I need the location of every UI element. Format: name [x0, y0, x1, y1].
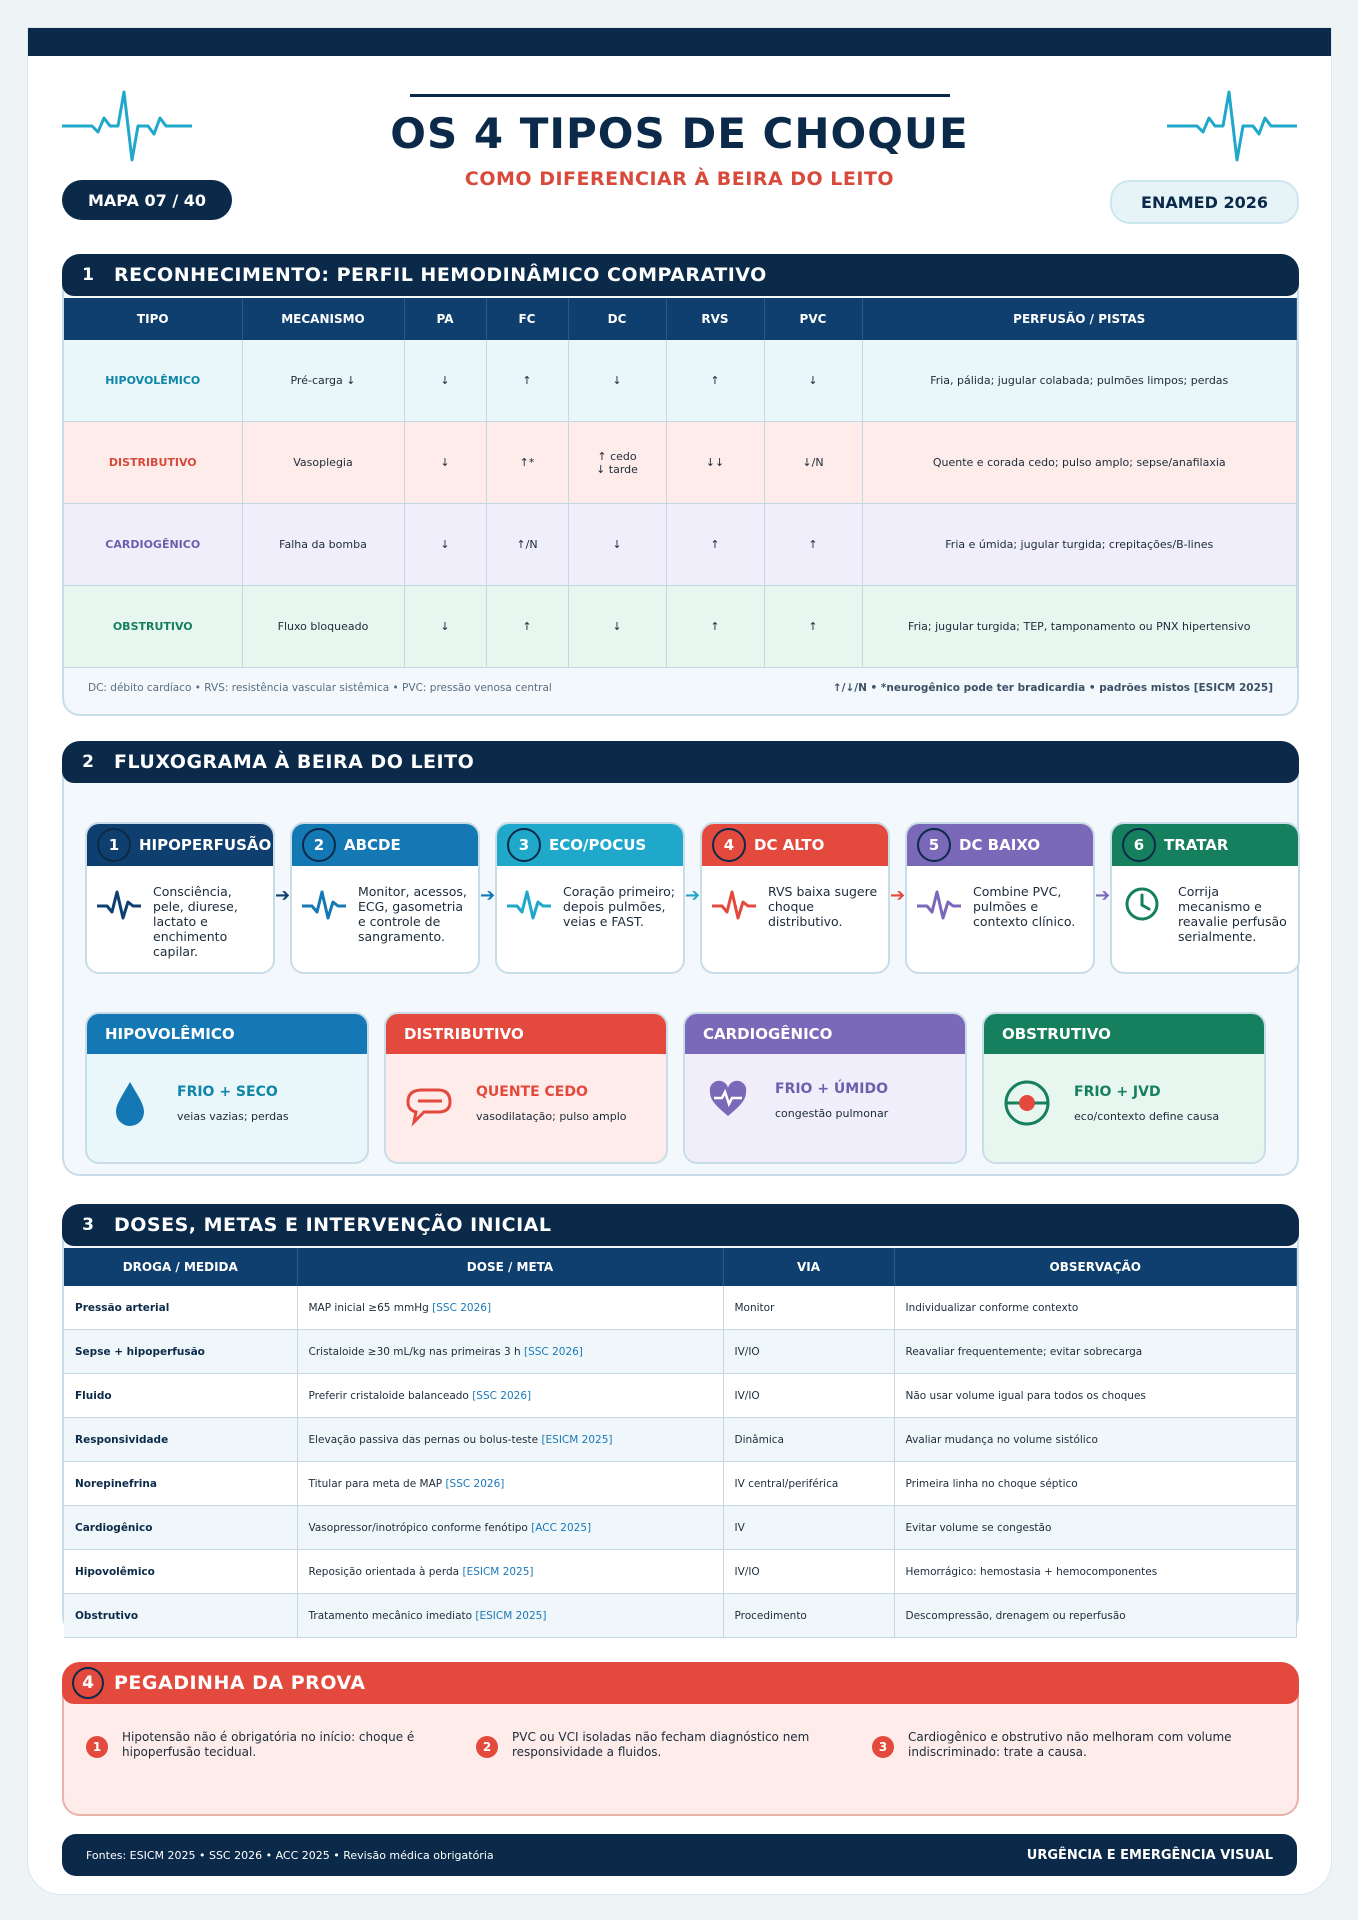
perfusion-cell: Fria, pálida; jugular colabada; pulmões limpos; perdas: [862, 340, 1297, 422]
drug-cell: Hipovolêmico: [64, 1550, 297, 1594]
column-header: VIA: [723, 1248, 894, 1286]
dose-cell: [297, 1330, 723, 1374]
flow-step-treat: [1110, 822, 1300, 974]
reference: [ACC 2025]: [531, 1521, 592, 1534]
card-title: DISTRIBUTIVO: [386, 1014, 666, 1054]
dc-cell: ↓: [568, 504, 666, 586]
blocked-icon: [1002, 1078, 1052, 1128]
step-label: DC BAIXO: [959, 836, 1041, 854]
ekg-icon: [97, 884, 141, 924]
step-text: Consciência, pele, diurese, lactato e enchimento capilar.: [153, 884, 238, 959]
step-text: Monitor, acessos, ECG, gasometria e controle de sangramento.: [358, 884, 467, 944]
card-main: QUENTE CEDO: [476, 1083, 588, 1100]
step-number: 2: [302, 828, 336, 862]
dc-cell: ↓: [568, 586, 666, 668]
pa-cell: ↓: [404, 586, 486, 668]
dose-cell: [297, 1594, 723, 1638]
card-main: FRIO + ÚMIDO: [775, 1080, 888, 1097]
flow-arrow-icon: ➔: [275, 885, 291, 906]
step-number: 5: [917, 828, 951, 862]
doses-table: [64, 1248, 1297, 1638]
route-cell: IV: [723, 1506, 894, 1550]
ekg-icon: [507, 884, 551, 924]
table-row: [64, 1374, 1297, 1418]
column-header: TIPO: [64, 298, 242, 340]
card-sub: vasodilatação; pulso amplo: [476, 1109, 627, 1123]
card-sub: eco/contexto define causa: [1074, 1109, 1220, 1123]
reference: [SSC 2026]: [472, 1389, 532, 1402]
route-cell: IV/IO: [723, 1374, 894, 1418]
step-label: DC ALTO: [754, 836, 825, 854]
footer-bar: [62, 1834, 1297, 1876]
step-text: RVS baixa sugere choque distributivo.: [768, 884, 878, 929]
pitfall-item: [476, 1730, 846, 1760]
flow-step-high-output: [700, 822, 890, 974]
pitfall-item: [86, 1730, 416, 1760]
table-row: [64, 1462, 1297, 1506]
shock-type: DISTRIBUTIVO: [64, 422, 242, 504]
drug-cell: Obstrutivo: [64, 1594, 297, 1638]
pitfall-item: [872, 1730, 1242, 1760]
table-row: [64, 1330, 1297, 1374]
shock-type: CARDIOGÊNICO: [64, 504, 242, 586]
perfusion-cell: Fria; jugular turgida; TEP, tamponamento ou PNX hipertensivo: [862, 586, 1297, 668]
profile-card-obstructive: [982, 1012, 1266, 1164]
dose-text: Tratamento mecânico imediato: [308, 1609, 476, 1622]
profile-card-distributive: [384, 1012, 668, 1164]
column-header: PA: [404, 298, 486, 340]
title-rule: [410, 94, 950, 97]
route-cell: Monitor: [723, 1286, 894, 1330]
drug-cell: Norepinefrina: [64, 1462, 297, 1506]
pvc-cell: ↓: [764, 340, 862, 422]
card-sub: veias vazias; perdas: [177, 1109, 289, 1123]
table-footnote-right: ↑/↓/N • *neurogênico pode ter bradicardia • padrões mistos [ESICM 2025]: [832, 682, 1273, 694]
hemodynamic-table: [64, 298, 1297, 668]
card-title: CARDIOGÊNICO: [685, 1014, 965, 1054]
column-header: DC: [568, 298, 666, 340]
pa-cell: ↓: [404, 504, 486, 586]
dose-cell: [297, 1418, 723, 1462]
section-hemodynamic-profile: [62, 254, 1299, 716]
profile-card-cardiogenic: [683, 1012, 967, 1164]
table-row: [64, 586, 1297, 668]
note-cell: Evitar volume se congestão: [894, 1506, 1297, 1550]
footer-sources: Fontes: ESICM 2025 • SSC 2026 • ACC 2025 • Revisão médica obrigatória: [86, 1848, 494, 1862]
dc-early: ↑ cedo: [597, 449, 637, 463]
note-cell: Descompressão, drenagem ou reperfusão: [894, 1594, 1297, 1638]
drug-cell: Cardiogênico: [64, 1506, 297, 1550]
column-header: PVC: [764, 298, 862, 340]
section-number: 4: [72, 1667, 104, 1699]
note-cell: Individualizar conforme contexto: [894, 1286, 1297, 1330]
fc-cell: ↑*: [486, 422, 568, 504]
flow-arrow-icon: ➔: [480, 885, 496, 906]
ekg-icon: [302, 884, 346, 924]
card-title: OBSTRUTIVO: [984, 1014, 1264, 1054]
dose-text: Vasopressor/inotrópico conforme fenótipo: [308, 1521, 532, 1534]
table-footnote-left: DC: débito cardíaco • RVS: resistência vascular sistêmica • PVC: pressão venosa central: [88, 682, 552, 694]
card-main: FRIO + SECO: [177, 1083, 278, 1100]
pitfall-number: 3: [872, 1736, 894, 1758]
pitfall-number: 2: [476, 1736, 498, 1758]
note-cell: Não usar volume igual para todos os choques: [894, 1374, 1297, 1418]
column-header: FC: [486, 298, 568, 340]
fc-cell: ↑/N: [486, 504, 568, 586]
table-row: [64, 1286, 1297, 1330]
drug-cell: Pressão arterial: [64, 1286, 297, 1330]
shock-type: HIPOVOLÊMICO: [64, 340, 242, 422]
section-title: FLUXOGRAMA À BEIRA DO LEITO: [114, 751, 475, 773]
flow-step-pocus: [495, 822, 685, 974]
pitfall-text: PVC ou VCI isoladas não fecham diagnóstico nem responsividade a fluidos.: [512, 1730, 810, 1759]
mechanism-cell: Fluxo bloqueado: [242, 586, 404, 668]
footer-brand: URGÊNCIA E EMERGÊNCIA VISUAL: [1026, 1847, 1273, 1863]
column-header: OBSERVAÇÃO: [894, 1248, 1297, 1286]
section-exam-pitfalls: [62, 1662, 1299, 1816]
page: [27, 27, 1332, 1895]
pa-cell: ↓: [404, 340, 486, 422]
exam-badge: ENAMED 2026: [1110, 180, 1299, 224]
heart-icon: [703, 1078, 753, 1122]
dc-late: ↓ tarde: [596, 462, 638, 476]
reference: [ESICM 2025]: [475, 1609, 547, 1622]
dose-text: Preferir cristaloide balanceado: [308, 1389, 473, 1402]
route-cell: Procedimento: [723, 1594, 894, 1638]
mechanism-cell: Vasoplegia: [242, 422, 404, 504]
pitfall-text: Cardiogênico e obstrutivo não melhoram com volume indiscriminado: trate a causa.: [908, 1730, 1232, 1759]
note-cell: Hemorrágico: hemostasia + hemocomponentes: [894, 1550, 1297, 1594]
vessel-icon: [404, 1078, 454, 1128]
ekg-icon: [917, 884, 961, 924]
page-title: OS 4 TIPOS DE CHOQUE: [390, 109, 969, 158]
reference: [SSC 2026]: [523, 1345, 583, 1358]
section-bedside-flowchart: [62, 741, 1299, 1176]
step-label: TRATAR: [1164, 836, 1229, 854]
column-header: DROGA / MEDIDA: [64, 1248, 297, 1286]
dose-text: Cristaloide ≥30 mL/kg nas primeiras 3 h: [308, 1345, 524, 1358]
table-row: [64, 504, 1297, 586]
dose-cell: [297, 1286, 723, 1330]
step-text: Coração primeiro; depois pulmões, veias e FAST.: [563, 884, 675, 929]
step-number: 6: [1122, 828, 1156, 862]
map-badge: MAPA 07 / 40: [62, 180, 232, 220]
rvs-cell: ↓↓: [666, 422, 764, 504]
pvc-cell: ↑: [764, 586, 862, 668]
dc-cell: ↓: [568, 340, 666, 422]
section-title: PEGADINHA DA PROVA: [114, 1672, 366, 1694]
column-header: RVS: [666, 298, 764, 340]
drop-icon: [105, 1078, 155, 1128]
dose-text: Reposição orientada à perda: [308, 1565, 463, 1578]
pa-cell: ↓: [404, 422, 486, 504]
rvs-cell: ↑: [666, 586, 764, 668]
table-row: [64, 1550, 1297, 1594]
card-main: FRIO + JVD: [1074, 1083, 1161, 1100]
pitfall-text: Hipotensão não é obrigatória no início: choque é hipoperfusão tecidual.: [122, 1730, 415, 1759]
rvs-cell: ↑: [666, 340, 764, 422]
column-header: MECANISMO: [242, 298, 404, 340]
pvc-cell: ↓/N: [764, 422, 862, 504]
rvs-cell: ↑: [666, 504, 764, 586]
page-subtitle: COMO DIFERENCIAR À BEIRA DO LEITO: [464, 168, 895, 190]
card-sub: congestão pulmonar: [775, 1106, 889, 1120]
drug-cell: Fluido: [64, 1374, 297, 1418]
reference: [SSC 2026]: [445, 1477, 505, 1490]
ekg-icon: [712, 884, 756, 924]
pvc-cell: ↑: [764, 504, 862, 586]
section-number: 2: [82, 752, 94, 772]
flow-arrow-icon: ➔: [685, 885, 701, 906]
step-number: 1: [97, 828, 131, 862]
section-number: 3: [82, 1215, 94, 1235]
shock-type: OBSTRUTIVO: [64, 586, 242, 668]
section-title: RECONHECIMENTO: PERFIL HEMODINÂMICO COMPARATIVO: [114, 264, 767, 286]
step-text: Corrija mecanismo e reavalie perfusão serialmente.: [1178, 884, 1287, 944]
fc-cell: ↑: [486, 586, 568, 668]
flow-step-low-output: [905, 822, 1095, 974]
reference: [ESICM 2025]: [541, 1433, 613, 1446]
dc-cell: [568, 422, 666, 504]
mechanism-cell: Pré-carga ↓: [242, 340, 404, 422]
step-number: 4: [712, 828, 746, 862]
note-cell: Primeira linha no choque séptico: [894, 1462, 1297, 1506]
dose-text: Titular para meta de MAP: [308, 1477, 446, 1490]
table-row: [64, 1418, 1297, 1462]
route-cell: IV/IO: [723, 1550, 894, 1594]
dose-cell: [297, 1506, 723, 1550]
step-text: Combine PVC, pulmões e contexto clínico.: [973, 884, 1076, 929]
dose-cell: [297, 1462, 723, 1506]
note-cell: Reavaliar frequentemente; evitar sobrecarga: [894, 1330, 1297, 1374]
route-cell: IV central/periférica: [723, 1462, 894, 1506]
dose-text: MAP inicial ≥65 mmHg: [308, 1301, 433, 1314]
step-label: HIPOPERFUSÃO: [139, 836, 272, 854]
flow-step-abcde: [290, 822, 480, 974]
table-row: [64, 340, 1297, 422]
drug-cell: Responsividade: [64, 1418, 297, 1462]
note-cell: Avaliar mudança no volume sistólico: [894, 1418, 1297, 1462]
perfusion-cell: Fria e úmida; jugular turgida; crepitações/B-lines: [862, 504, 1297, 586]
profile-card-hypovolemic: [85, 1012, 369, 1164]
flow-step-hypoperfusion: [85, 822, 275, 974]
clock-icon: [1122, 884, 1166, 924]
section-number: 1: [82, 265, 94, 285]
table-row: [64, 1594, 1297, 1638]
route-cell: IV/IO: [723, 1330, 894, 1374]
table-row: [64, 1506, 1297, 1550]
flow-arrow-icon: ➔: [1095, 885, 1111, 906]
reference: [ESICM 2025]: [462, 1565, 534, 1578]
step-number: 3: [507, 828, 541, 862]
card-title: HIPOVOLÊMICO: [87, 1014, 367, 1054]
dose-cell: [297, 1550, 723, 1594]
column-header: DOSE / META: [297, 1248, 723, 1286]
pitfall-number: 1: [86, 1736, 108, 1758]
section-doses-targets: [62, 1204, 1299, 1634]
drug-cell: Sepse + hipoperfusão: [64, 1330, 297, 1374]
section-title: DOSES, METAS E INTERVENÇÃO INICIAL: [114, 1214, 552, 1236]
table-row: [64, 422, 1297, 504]
flow-arrow-icon: ➔: [890, 885, 906, 906]
step-label: ABCDE: [344, 836, 401, 854]
route-cell: Dinâmica: [723, 1418, 894, 1462]
reference: [SSC 2026]: [432, 1301, 492, 1314]
column-header: PERFUSÃO / PISTAS: [862, 298, 1297, 340]
step-label: ECO/POCUS: [549, 836, 647, 854]
dose-cell: [297, 1374, 723, 1418]
dose-text: Elevação passiva das pernas ou bolus-teste: [308, 1433, 542, 1446]
perfusion-cell: Quente e corada cedo; pulso amplo; sepse/anafilaxia: [862, 422, 1297, 504]
fc-cell: ↑: [486, 340, 568, 422]
top-bar: [28, 28, 1331, 56]
mechanism-cell: Falha da bomba: [242, 504, 404, 586]
